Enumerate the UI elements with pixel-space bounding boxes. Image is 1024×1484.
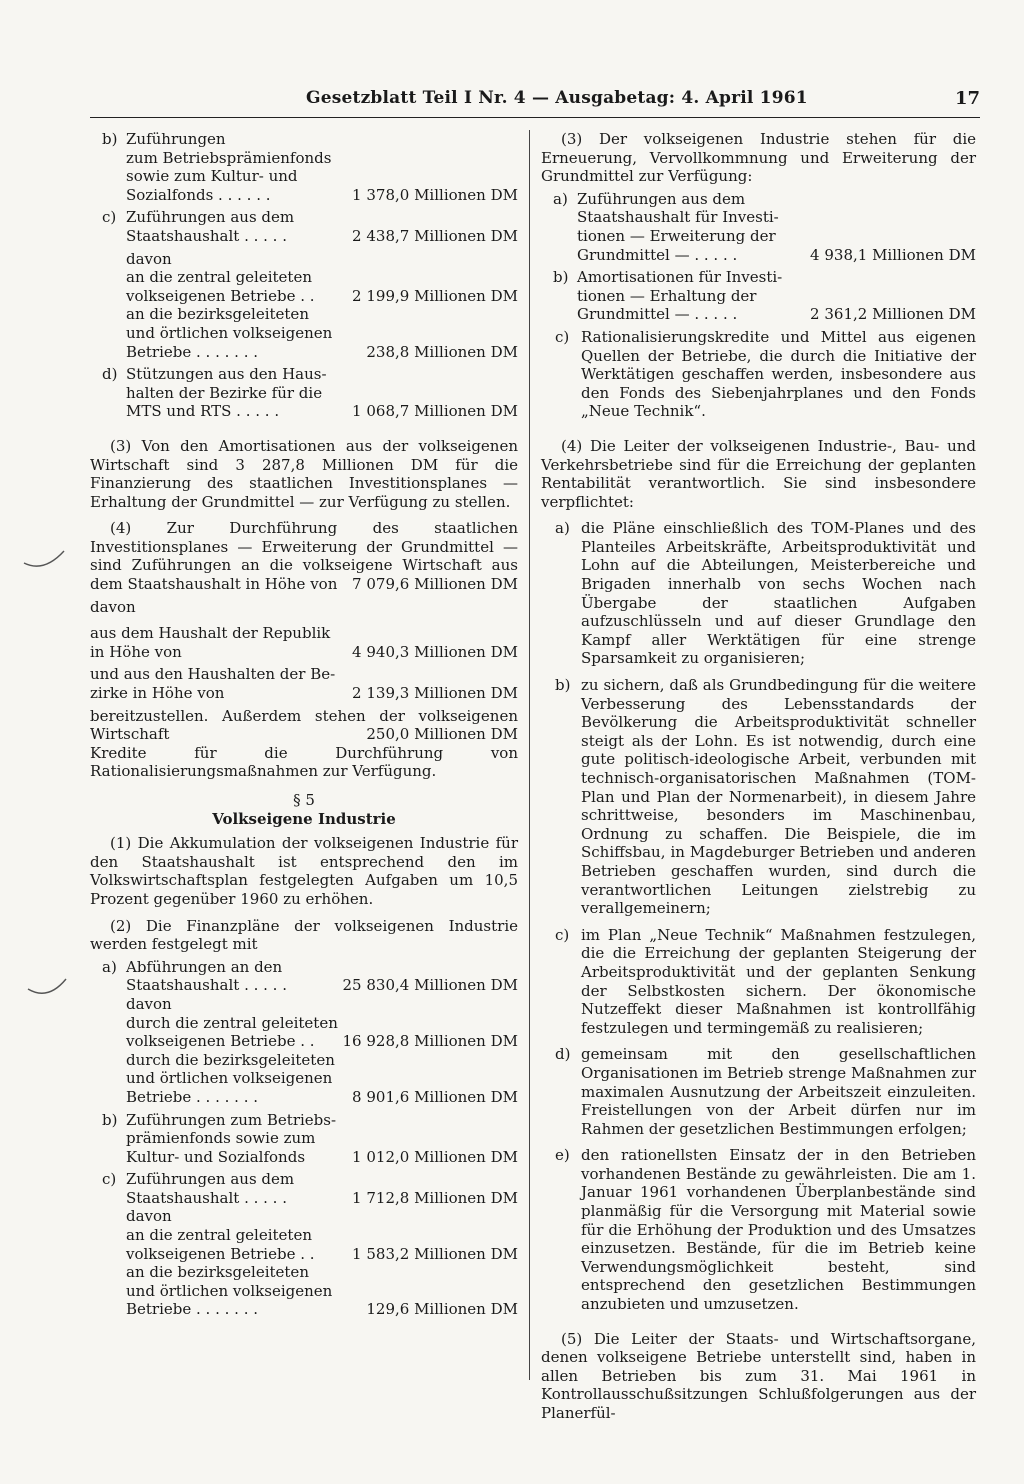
duty-b: b) zu sichern, daß als Grundbedingung für die weitere Verbesserung des Lebensstandards der Bevölkerung die Arbeitsproduktivität schneller steigt als der Lohn. Es ist notwendig, durch eine gute politisch-ideologische Arbeit, verbunden mit technisch-organisatorischen Maßnahmen (TOM-Plan und Plan der Normenarbeit), in diesem Jahre schrittweise, besonders im Maschinenbau, Ordnung zu schaffen. Die Beispiele, die im Schiffsbau, in Magdeburger Betrieben und anderen Betrieben geschaffen wurden, sind durch die verantwortlichen Leitungen zielstrebig zu verallgemeinern; — [555, 676, 976, 918]
column-divider — [529, 130, 530, 1380]
margin-pencil-mark-1 — [20, 545, 68, 575]
section-number: § 5 — [293, 791, 315, 809]
margin-pencil-mark-2 — [24, 975, 72, 1005]
duty-c: c) im Plan „Neue Technik“ Maßnahmen festzulegen, die die Erreichung der geplanten Steigerung der Arbeitsproduktivität und der geplanten Senkung der Selbstkosten sichern. Der ökonomische Nutzeffekt dieser Maßnahmen ist kontrollfähig festzulegen und termingemäß zu realisieren; — [555, 925, 976, 1037]
duty-e: e) den rationellsten Einsatz der in den Betrieben vorhandenen Bestände zu gewährleisten. Die am 1. Januar 1961 vorhandenen Überplanbestände sind planmäßig für die Versorgung mit Material sowie für die Erhöhung der Produktion und des Umsatzes einzusetzen. Bestände, für die im Betrieb keine Verwendungsmöglichkeit besteht, sind entsprechend den gesetzlichen Bestimmungen anzubieten und umzusetzen. — [555, 1146, 976, 1314]
item-a-investment: a) Zuführungen aus dem Staatshaushalt für Investi- tionen — Erweiterung der Grundmittel — . . . . . 4 938,1 Millionen DM — [553, 189, 976, 264]
item-c-rationalisation: c) Rationalisierungskredite und Mittel aus eigenen Quellen der Betriebe, die durch die Initiative der Werktätigen geschaffen werden, insbesondere aus den Fonds des Siebenjahrplanes und den Fonds „Neue Technik“. — [555, 327, 976, 421]
amount: 2 199,9 Millionen DM — [352, 286, 518, 305]
item-c-allocations: c) Zuführungen aus dem Staatshaushalt . . . . . 2 438,7 Millionen DM davon an die zentral geleiteten volkseigenen Betriebe . . 2 199,9 Millionen DM an die bezirksgeleiteten und örtlichen volkseigenen Betriebe . . . . . . . 238,8 Millionen DM — [102, 208, 518, 361]
item-a-transfers: a) Abführungen an den Staatshaushalt . . . . . 25 830,4 Millionen DM davon durch die zentral geleiteten volkseigenen Betriebe . . 16 928,8 Millionen DM durch die bezirksgeleiteten und örtlichen volkseigenen Betriebe . . . . . . . 8 901,6 Millionen DM — [102, 957, 518, 1106]
header-rule — [90, 117, 980, 118]
amount: 2 361,2 Millionen DM — [810, 305, 976, 324]
amount: 1 712,8 Millionen DM — [352, 1188, 518, 1207]
item-d-subsidies: d) Stützungen aus den Haus- halten der Bezirke für die MTS und RTS . . . . . 1 068,7 Millionen DM — [102, 365, 518, 421]
amount: 238,8 Millionen DM — [366, 342, 518, 361]
item-b-allocations: b) Zuführungen zum Betriebsprämienfonds sowie zum Kultur- und Sozialfonds . . . . . . 1 378,0 Millionen DM — [102, 130, 518, 204]
amount: 25 830,4 Millionen DM — [342, 976, 518, 995]
paragraph-4-end: Kredite für die Durchführung von Rationalisierungsmaßnahmen zur Verfügung. — [90, 743, 518, 781]
item-b-amortisation: b) Amortisationen für Investi- tionen — Erhaltung der Grundmittel — . . . . . 2 361,2 Millionen DM — [553, 268, 976, 324]
amount: 1 583,2 Millionen DM — [352, 1244, 518, 1263]
amount: 250,0 Millionen DM — [366, 725, 518, 744]
amount: 2 438,7 Millionen DM — [352, 226, 518, 245]
amount: 4 938,1 Millionen DM — [810, 245, 976, 264]
amount: 16 928,8 Millionen DM — [342, 1032, 518, 1051]
amount: 1 378,0 Millionen DM — [352, 185, 518, 204]
page-number: 17 — [954, 88, 980, 109]
amount: 129,6 Millionen DM — [366, 1300, 518, 1319]
item-b-bonus-fund: b) Zuführungen zum Betriebs- prämienfonds sowie zum Kultur- und Sozialfonds 1 012,0 Millionen DM — [102, 1110, 518, 1166]
paragraph-3-right: (3) Der volkseigenen Industrie stehen für die Erneuerung, Vervollkommnung und Erweiterung der Grundmittel zur Verfügung: — [541, 130, 976, 186]
amount: 7 079,6 Millionen DM — [352, 575, 518, 594]
paragraph-3: (3) Von den Amortisationen aus der volkseigenen Wirtschaft sind 3 287,8 Millionen DM für die Finanzierung des staatlichen Investitionsplanes — Erhaltung der Grundmittel — zur Verfügung zu stellen. — [90, 436, 518, 511]
amount: 2 139,3 Millionen DM — [352, 684, 518, 703]
amount: 1 012,0 Millionen DM — [352, 1147, 518, 1166]
section-title: Volkseigene Industrie — [212, 809, 396, 828]
amount: 1 068,7 Millionen DM — [352, 402, 518, 421]
paragraph-4: (4) Zur Durchführung des staatlichen Investitionsplanes — Erweiterung der Grundmittel — sind Zuführungen an die volkseigene Wirtschaft aus dem Staatshaushalt in Höhe von — [90, 519, 518, 594]
duty-a: a) die Pläne einschließlich des TOM-Planes und des Planteiles Arbeitskräfte, Arbeitsproduktivität und Lohn auf die Abteilungen, Meisterbereiche und Brigaden innerhalb von sechs Wochen nach Übergabe der staatlichen Aufgaben aufzuschlüsseln und auf dieser Grundlage den Kampf aller Werktätigen für eine strenge Sparsamkeit zu organisieren; — [555, 519, 976, 668]
paragraph-5-right: (5) Die Leiter der Staats- und Wirtschaftsorgane, denen volkseigene Betriebe unterstellt sind, haben in allen Betrieben bis zum 31. Mai 1961 in Kontrollausschußsitzungen Schlußfolgerungen aus der Planerfül- — [541, 1329, 976, 1422]
page-header — [90, 88, 980, 118]
section-paragraph-1: (1) Die Akkumulation der volkseigenen Industrie für den Staatshaushalt ist entsprechend den im Volkswirtschaftsplan festgelegten Aufgaben um 10,5 Prozent gegenüber 1960 zu erhöhen. — [90, 834, 518, 908]
left-column: b) Zuführungen zum Betriebsprämienfonds sowie zum Kultur- und Sozialfonds . . . . . . 1 378,0 Millionen DM c) Zuführungen aus dem Staatshaushalt . . . . . 2 438,7 Millionen DM davon an die zentral geleiteten volkseigenen Betriebe . . 2 199,9 Millionen DM an die bezirksgeleiteten und örtlichen volkseigenen Betriebe . . . . . . . 238,8 Millionen DM d) Stützungen aus den Haus- halten der Bezirke für die MTS und RTS . . . . . 1 068,7 Millionen DM (3) Von den Amortisationen aus der volkseigenen Wirtschaft sind 3 287,8 Millionen DM für die Finanzierung des staatlichen Investitionsplanes — Erhaltung der Grundmittel — zur Verfügung zu stellen. (4) Zur Durchführung des staatlichen Investitionsplanes — Erweiterung der Grundmittel — sind Zuführungen an die volkseigene Wirtschaft aus dem Staatshaushalt in Höhe von 7 079,6 Millionen DM davon aus dem Haushalt der Republik in Höhe von 4 940,3 Millionen DM und aus den Haushalten der Be- zirke in Höhe von 2 139,3 Millionen DM bereitzustellen. Außerdem stehen der volkseigenen Wirtschaft 250,0 Millionen DM Kredite für die Durchführung von Rationalisierungsmaßnahmen zur Verfügung. § 5 Volkseigene Industrie (1) Die Akkumulation der volkseigenen Industrie für den Staatshaushalt ist entsprechend den im Volkswirtschaftsplan festgelegten Aufgaben um 10,5 Prozent gegenüber 1960 zu erhöhen. (2) Die Finanzpläne der volkseigenen Industrie werden festgelegt mit a) Abführungen an den Staatshaushalt . . . . . 25 830,4 Millionen DM davon durch die zentral geleiteten volkseigenen Betriebe . . 16 928,8 Millionen DM durch die bezirksgeleiteten und örtlichen volkseigenen Betriebe . . . . . . . 8 901,6 Millionen DM b) Zuführungen zum Betriebs- prämienfonds sowie zum Kultur- und Sozialfonds 1 012,0 Millionen DM c) Zuführungen aus dem Staatshaushalt . . . . . 1 712,8 Millionen DM davon an die zentral geleiteten volkseigenen Betriebe . . 1 583,2 Millionen DM an die bezirksgeleiteten und örtlichen volkseigenen Betriebe . . . . . . . 129,6 Millionen DM — [90, 130, 518, 1319]
section-paragraph-2: (2) Die Finanzpläne der volkseigenen Industrie werden festgelegt mit — [90, 916, 518, 954]
right-column — [541, 130, 976, 1423]
gazette-title: Gesetzblatt Teil I Nr. 4 — Ausgabetag: 4. April 1961 — [306, 88, 808, 108]
amount: 4 940,3 Millionen DM — [352, 642, 518, 661]
duty-d: d) gemeinsam mit den gesellschaftlichen Organisationen im Betrieb strenge Maßnahmen zur maximalen Ausnutzung der Arbeitszeit einzuleiten. Freistellungen von der Arbeit dürfen nur im Rahmen der gesetzlichen Bestimmungen erfolgen; — [555, 1045, 976, 1138]
paragraph-4-right: (4) Die Leiter der volkseigenen Industrie-, Bau- und Verkehrsbetriebe sind für die Erreichung der geplanten Rentabilität verantwortlich. Sie sind insbesondere verpflichtet: — [541, 436, 976, 511]
amount: 8 901,6 Millionen DM — [352, 1087, 518, 1106]
item-c-state-budget: c) Zuführungen aus dem Staatshaushalt . . . . . 1 712,8 Millionen DM davon an die zentral geleiteten volkseigenen Betriebe . . 1 583,2 Millionen DM an die bezirksgeleiteten und örtlichen volkseigenen Betriebe . . . . . . . 129,6 Millionen DM — [102, 1170, 518, 1319]
